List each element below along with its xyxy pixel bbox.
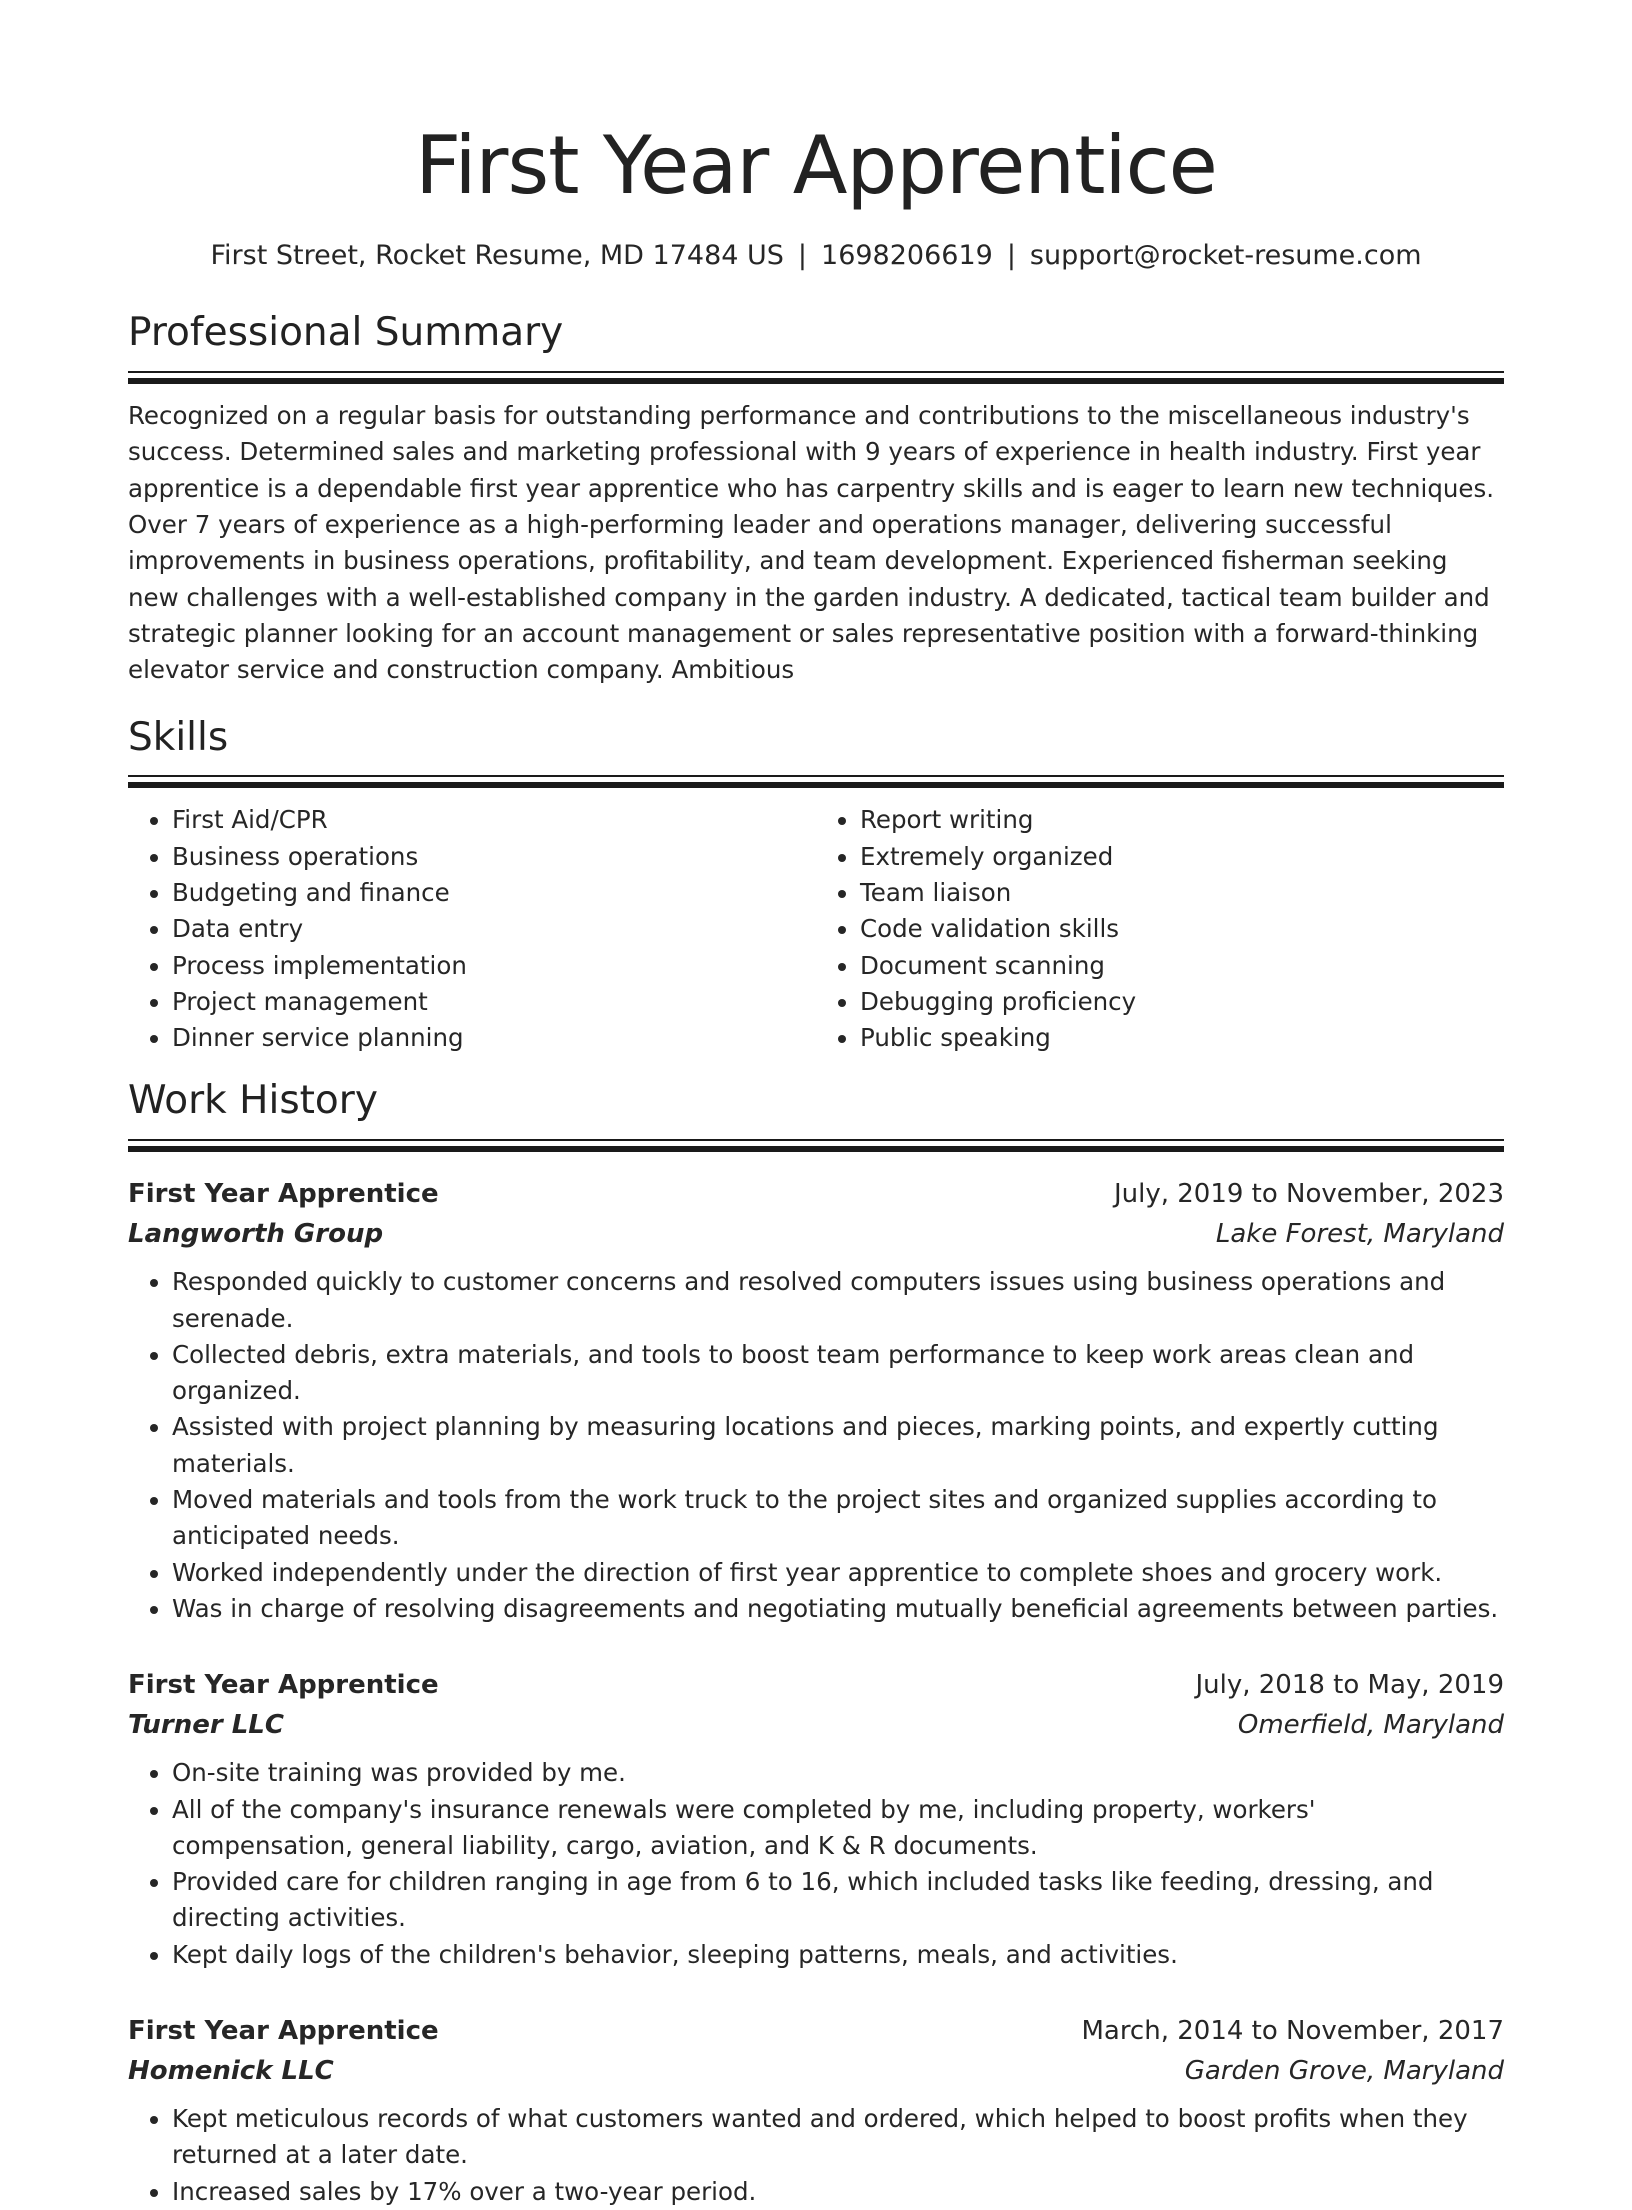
job-bullet-list (128, 1755, 1504, 1973)
job-location: Lake Forest, Maryland (1215, 1219, 1504, 1250)
skill-item: • Dinner service planning (172, 1020, 816, 1056)
skills-grid (128, 802, 1504, 1056)
job-bullet: • Was in charge of resolving disagreements and negotiating mutually beneficial agreements between parties. (172, 1591, 1504, 1627)
job-header-row (128, 1665, 1504, 1705)
job-header-row (128, 2011, 1504, 2051)
job-bullet: • Kept daily logs of the children's behavior, sleeping patterns, meals, and activities. (172, 1937, 1504, 1973)
skill-item: • Budgeting and finance (172, 875, 816, 911)
professional-summary-section (128, 310, 1504, 688)
job-bullet: • Responded quickly to customer concerns and resolved computers issues using business operations and serenade. (172, 1264, 1504, 1337)
contact-separator: | (797, 240, 808, 271)
job-bullet: • All of the company's insurance renewals were completed by me, including property, workers' compensation, general liability, cargo, aviation, and K & R documents. (172, 1792, 1504, 1865)
job-bullet: • Provided care for children ranging in age from 6 to 16, which included tasks like feeding, dressing, and directing activities. (172, 1864, 1504, 1937)
contact-phone: 1698206619 (821, 240, 993, 271)
job-entry (128, 2011, 1504, 2210)
job-bullet-list (128, 2101, 1504, 2210)
skill-item: • Business operations (172, 839, 816, 875)
contact-line (128, 240, 1504, 272)
skill-item: • Document scanning (860, 948, 1504, 984)
job-bullet: • Worked independently under the direction of first year apprentice to complete shoes and grocery work. (172, 1555, 1504, 1591)
job-company: Homenick LLC (128, 2055, 334, 2086)
job-dates: July, 2019 to November, 2023 (1113, 1179, 1504, 1210)
job-company-row (128, 2051, 1504, 2091)
skills-list-right (816, 802, 1504, 1056)
job-bullet-list (128, 1264, 1504, 1627)
skill-item: • Debugging proficiency (860, 984, 1504, 1020)
job-bullet: • Moved materials and tools from the work truck to the project sites and organized supplies according to anticipated needs. (172, 1482, 1504, 1555)
contact-email[interactable]: support@rocket-resume.com (1029, 240, 1422, 271)
work-history-section (128, 1078, 1504, 2209)
job-dates: July, 2018 to May, 2019 (1195, 1670, 1504, 1701)
skill-item: • First Aid/CPR (172, 802, 816, 838)
job-title: First Year Apprentice (128, 2015, 439, 2046)
job-company-row (128, 1214, 1504, 1254)
job-entry (128, 1665, 1504, 1973)
section-divider (128, 775, 1504, 777)
section-title-summary: Professional Summary (128, 310, 564, 356)
job-location: Garden Grove, Maryland (1184, 2055, 1504, 2086)
skill-item: • Report writing (860, 802, 1504, 838)
job-title: First Year Apprentice (128, 1179, 439, 1210)
contact-separator: | (1006, 240, 1016, 271)
section-divider (128, 1139, 1504, 1141)
job-header-row (128, 1174, 1504, 1214)
candidate-name: First Year Apprentice (415, 119, 1217, 212)
section-divider (128, 1146, 1504, 1152)
skill-item: • Code validation skills (860, 911, 1504, 947)
job-company-row (128, 1705, 1504, 1745)
job-bullet: • Kept meticulous records of what customers wanted and ordered, which helped to boost profits when they returned at a later date. (172, 2101, 1504, 2174)
section-divider (128, 378, 1504, 384)
job-entry (128, 1174, 1504, 1627)
skill-item: • Public speaking (860, 1020, 1504, 1056)
skill-item: • Process implementation (172, 948, 816, 984)
skill-item: • Team liaison (860, 875, 1504, 911)
job-title: First Year Apprentice (128, 1670, 439, 1701)
section-title-work-history: Work History (128, 1078, 378, 1124)
section-title-skills: Skills (128, 714, 229, 760)
skills-section (128, 715, 1504, 1057)
job-dates: March, 2014 to November, 2017 (1081, 2015, 1504, 2046)
section-divider (128, 782, 1504, 788)
contact-address: First Street, Rocket Resume, MD 17484 US (210, 240, 784, 271)
skill-item: • Project management (172, 984, 816, 1020)
summary-text: Recognized on a regular basis for outstanding performance and contributions to the miscellaneous industry's success. Determined sales and marketing professional with 9 years of experience in health industry. First year apprentice is a dependable first year apprentice who has carpentry skills and is eager to learn new techniques. Over 7 years of experience as a high-performing leader and operations manager, delivering successful improvements in business operations, profitability, and team development. Experienced fisherman seeking new challenges with a well-established company in the garden industry. A dedicated, tactical team builder and strategic planner looking for an account management or sales representative position with a forward-thinking elevator service and construction company. Ambitious (128, 401, 1495, 685)
skill-item: • Extremely organized (860, 839, 1504, 875)
job-bullet: • Collected debris, extra materials, and tools to boost team performance to keep work areas clean and organized. (172, 1337, 1504, 1410)
job-bullet: • On-site training was provided by me. (172, 1755, 1504, 1791)
skill-item: • Data entry (172, 911, 816, 947)
job-location: Omerfield, Maryland (1237, 1710, 1504, 1741)
job-company: Turner LLC (128, 1710, 284, 1741)
section-divider (128, 371, 1504, 373)
resume-page (128, 0, 1504, 2210)
job-bullet: • Assisted with project planning by measuring locations and pieces, marking points, and expertly cutting materials. (172, 1409, 1504, 1482)
job-bullet: • Increased sales by 17% over a two-year period. (172, 2174, 1504, 2210)
skills-list-left (128, 802, 816, 1056)
job-company: Langworth Group (128, 1219, 384, 1250)
